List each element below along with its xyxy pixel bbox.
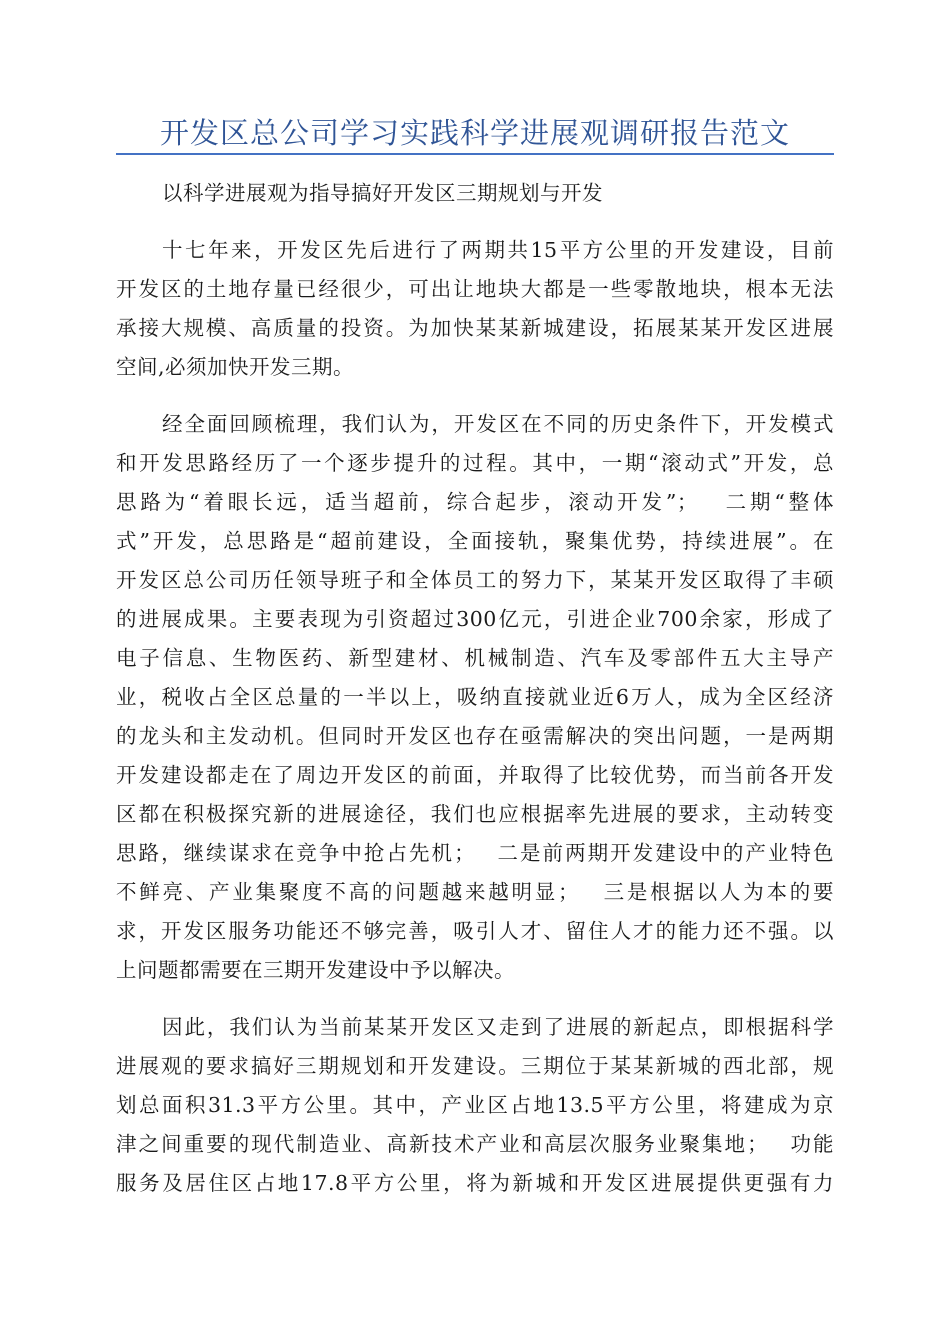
paragraph-gap — [116, 387, 834, 405]
paragraph-2 — [116, 405, 834, 990]
paragraph-line: 区都在积极探究新的进展途径，我们也应根据率先进展的要求，主动转变 — [116, 802, 834, 826]
paragraph-line: 津之间重要的现代制造业、高新技术产业和高层次服务业聚集地； 功能 — [116, 1132, 834, 1156]
paragraph-line: 业，税收占全区总量的一半以上，吸纳直接就业近6万人，成为全区经济 — [116, 685, 834, 709]
paragraph-line: 因此，我们认为当前某某开发区又走到了进展的新起点，即根据科学 — [162, 1015, 834, 1039]
paragraph-line: 思路为“着眼长远，适当超前，综合起步，滚动开发”； 二期“整体 — [116, 490, 834, 514]
document-title: 开发区总公司学习实践科学进展观调研报告范文 — [159, 116, 790, 150]
paragraph-line: 十七年来，开发区先后进行了两期共15平方公里的开发建设，目前 — [162, 238, 834, 262]
paragraph-line: 开发区总公司历任领导班子和全体员工的努力下，某某开发区取得了丰硕 — [116, 568, 834, 592]
paragraph-gap — [116, 990, 834, 1008]
paragraph-line: 上问题都需要在三期开发建设中予以解决。 — [116, 958, 515, 982]
paragraph-line: 承接大规模、高质量的投资。为加快某某新城建设，拓展某某开发区进展 — [116, 316, 834, 340]
paragraph-line: 和开发思路经历了一个逐步提升的过程。其中，一期“滚动式”开发，总 — [116, 451, 834, 475]
title-underline — [116, 153, 834, 155]
paragraph-line: 进展观的要求搞好三期规划和开发建设。三期位于某某新城的西北部，规 — [116, 1054, 834, 1078]
paragraph-line: 思路，继续谋求在竞争中抢占先机； 二是前两期开发建设中的产业特色 — [116, 841, 834, 865]
paragraph-line: 服务及居住区占地17.8平方公里，将为新城和开发区进展提供更强有力 — [116, 1171, 834, 1195]
paragraph-line: 开发区的土地存量已经很少，可出让地块大都是一些零散地块，根本无法 — [116, 277, 834, 301]
paragraph-line: 的进展成果。主要表现为引资超过300亿元，引进企业700余家，形成了 — [116, 607, 834, 631]
paragraph-line: 不鲜亮、产业集聚度不高的问题越来越明显； 三是根据以人为本的要 — [116, 880, 834, 904]
document-body — [116, 174, 834, 1203]
paragraph-line: 开发建设都走在了周边开发区的前面，并取得了比较优势，而当前各开发 — [116, 763, 834, 787]
document-subtitle: 以科学进展观为指导搞好开发区三期规划与开发 — [162, 181, 603, 205]
paragraph-line: 求，开发区服务功能还不够完善，吸引人才、留住人才的能力还不强。以 — [116, 919, 834, 943]
paragraph-1 — [116, 231, 834, 387]
paragraph-line: 经全面回顾梳理，我们认为，开发区在不同的历史条件下，开发模式 — [162, 412, 834, 436]
paragraph-3 — [116, 1008, 834, 1203]
paragraph-line: 空间,必须加快开发三期。 — [116, 355, 355, 379]
paragraph-line: 的龙头和主发动机。但同时开发区也存在亟需解决的突出问题，一是两期 — [116, 724, 834, 748]
paragraph-line: 划总面积31.3平方公里。其中，产业区占地13.5平方公里，将建成为京 — [116, 1093, 834, 1117]
paragraph-line: 式”开发，总思路是“超前建设，全面接轨，聚集优势，持续进展”。在 — [116, 529, 834, 553]
paragraph-line: 电子信息、生物医药、新型建材、机械制造、汽车及零部件五大主导产 — [116, 646, 834, 670]
paragraph-gap — [116, 213, 834, 231]
